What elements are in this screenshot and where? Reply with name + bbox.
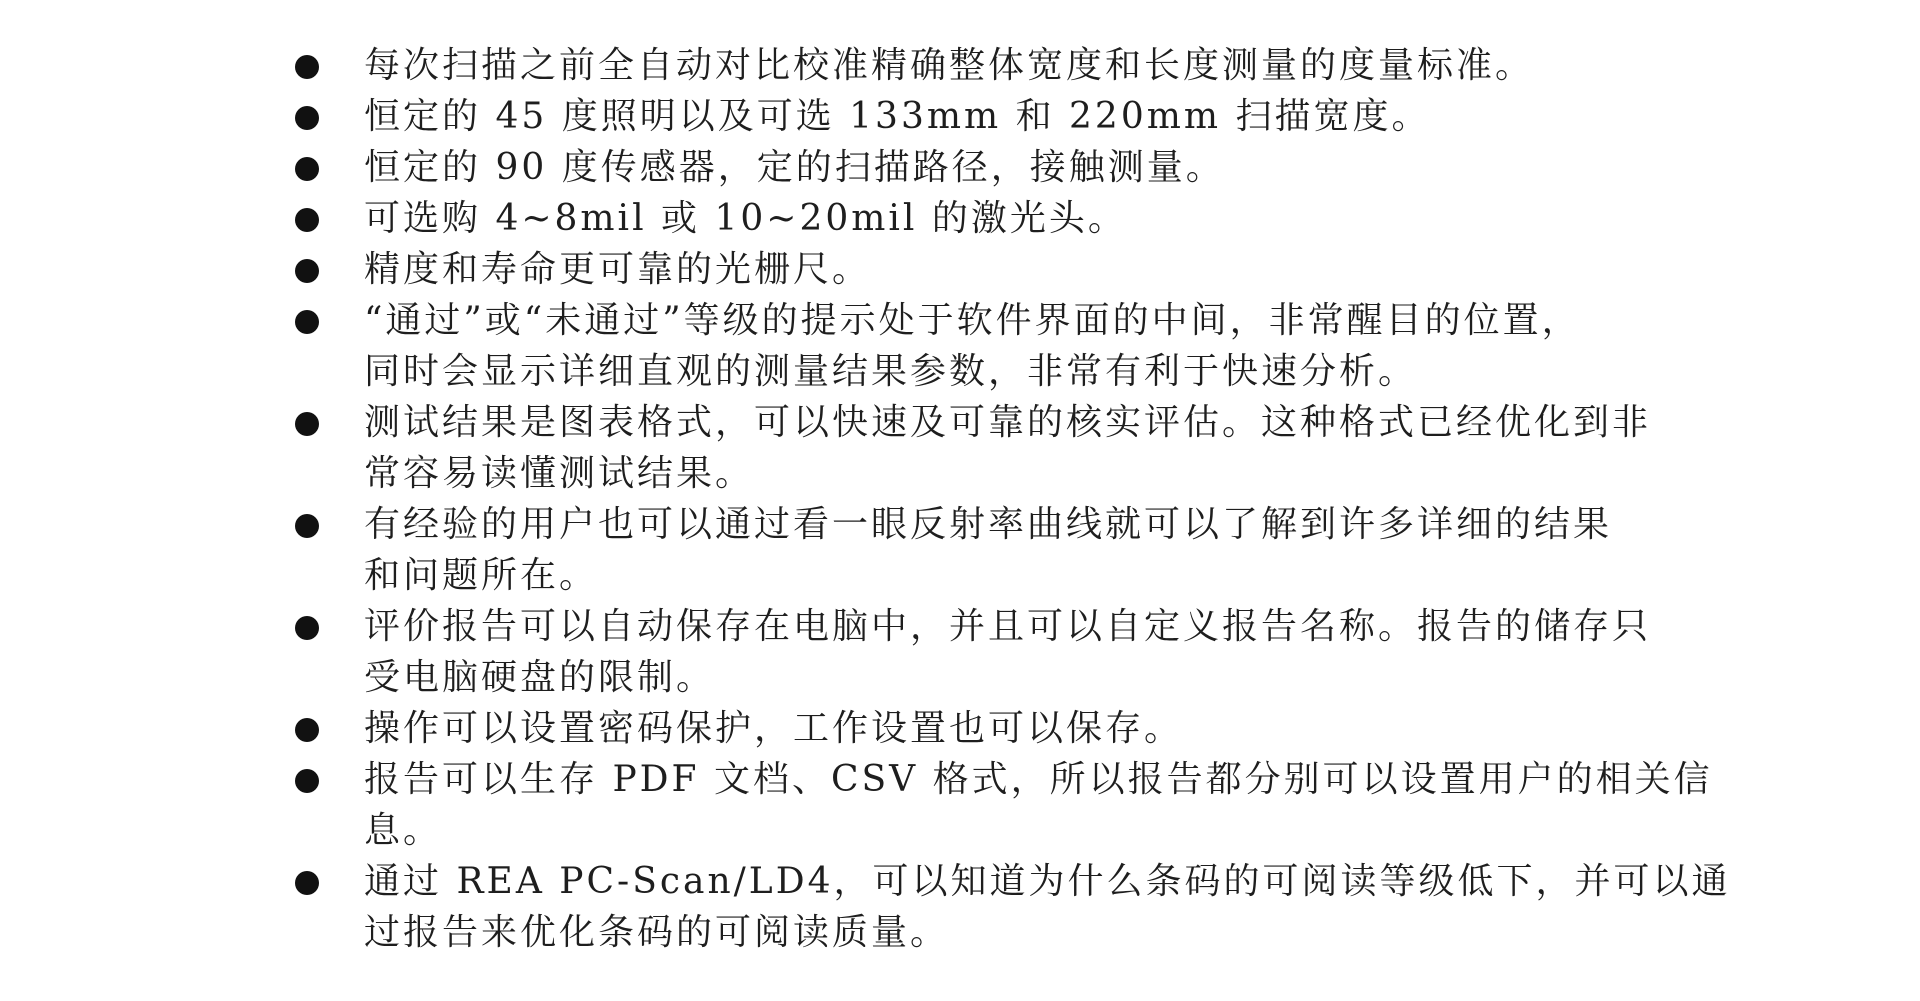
bullet-item bbox=[0, 295, 1664, 397]
bullet-item bbox=[0, 856, 1731, 958]
bullet-dot-icon bbox=[295, 157, 319, 181]
bullet-text-line: 恒定的 90 度传感器，定的扫描路径，接触测量。 bbox=[364, 147, 1225, 188]
bullet-item bbox=[0, 397, 1664, 499]
bullet-text-line: 精度和寿命更可靠的光栅尺。 bbox=[364, 249, 872, 290]
bullet-dot-icon bbox=[295, 514, 319, 538]
bullet-item bbox=[0, 499, 1664, 601]
bullet-text-line: 有经验的用户也可以通过看一眼反射率曲线就可以了解到许多详细的结果 bbox=[364, 504, 1613, 545]
bullet-text-line: 息。 bbox=[364, 810, 443, 851]
bullet-text-line: 每次扫描之前全自动对比校准精确整体宽度和长度测量的度量标准。 bbox=[364, 45, 1535, 86]
bullet-dot-icon bbox=[295, 871, 319, 895]
bullet-text-line: 过报告来优化条码的可阅读质量。 bbox=[364, 912, 950, 953]
bullet-text-line: 评价报告可以自动保存在电脑中，并且可以自定义报告名称。报告的储存只 bbox=[364, 606, 1652, 647]
bullet-text-line: 操作可以设置密码保护，工作设置也可以保存。 bbox=[364, 708, 1184, 749]
bullet-text-line: 常容易读懂测试结果。 bbox=[364, 453, 755, 494]
bullet-item bbox=[0, 142, 1664, 193]
feature-bullet-list bbox=[0, 40, 1920, 958]
bullet-item bbox=[0, 91, 1664, 142]
bullet-item bbox=[0, 244, 1664, 295]
bullet-item bbox=[0, 703, 1664, 754]
bullet-text-line: 测试结果是图表格式，可以快速及可靠的核实评估。这种格式已经优化到非 bbox=[364, 402, 1652, 443]
bullet-dot-icon bbox=[295, 616, 319, 640]
bullet-text-line: “通过”或“未通过”等级的提示处于软件界面的中间，非常醒目的位置， bbox=[364, 300, 1581, 341]
bullet-dot-icon bbox=[295, 412, 319, 436]
bullet-dot-icon bbox=[295, 310, 319, 334]
bullet-text-line: 受电脑硬盘的限制。 bbox=[364, 657, 716, 698]
bullet-text-line: 报告可以生存 PDF 文档、CSV 格式，所以报告都分别可以设置用户的相关信 bbox=[364, 759, 1713, 800]
bullet-dot-icon bbox=[295, 208, 319, 232]
bullet-dot-icon bbox=[295, 718, 319, 742]
bullet-text-line: 同时会显示详细直观的测量结果参数，非常有利于快速分析。 bbox=[364, 351, 1418, 392]
bullet-item bbox=[0, 754, 1713, 856]
feature-document bbox=[0, 40, 1920, 958]
bullet-text-line: 和问题所在。 bbox=[364, 555, 599, 596]
bullet-text-line: 可选购 4~8mil 或 10~20mil 的激光头。 bbox=[364, 198, 1127, 239]
bullet-dot-icon bbox=[295, 55, 319, 79]
bullet-dot-icon bbox=[295, 106, 319, 130]
bullet-dot-icon bbox=[295, 769, 319, 793]
bullet-item bbox=[0, 193, 1664, 244]
bullet-text-line: 恒定的 45 度照明以及可选 133mm 和 220mm 扫描宽度。 bbox=[364, 96, 1431, 137]
bullet-text-line: 通过 REA PC-Scan/LD4，可以知道为什么条码的可阅读等级低下，并可以通 bbox=[364, 861, 1731, 902]
bullet-item bbox=[0, 40, 1664, 91]
bullet-item bbox=[0, 601, 1664, 703]
bullet-dot-icon bbox=[295, 259, 319, 283]
